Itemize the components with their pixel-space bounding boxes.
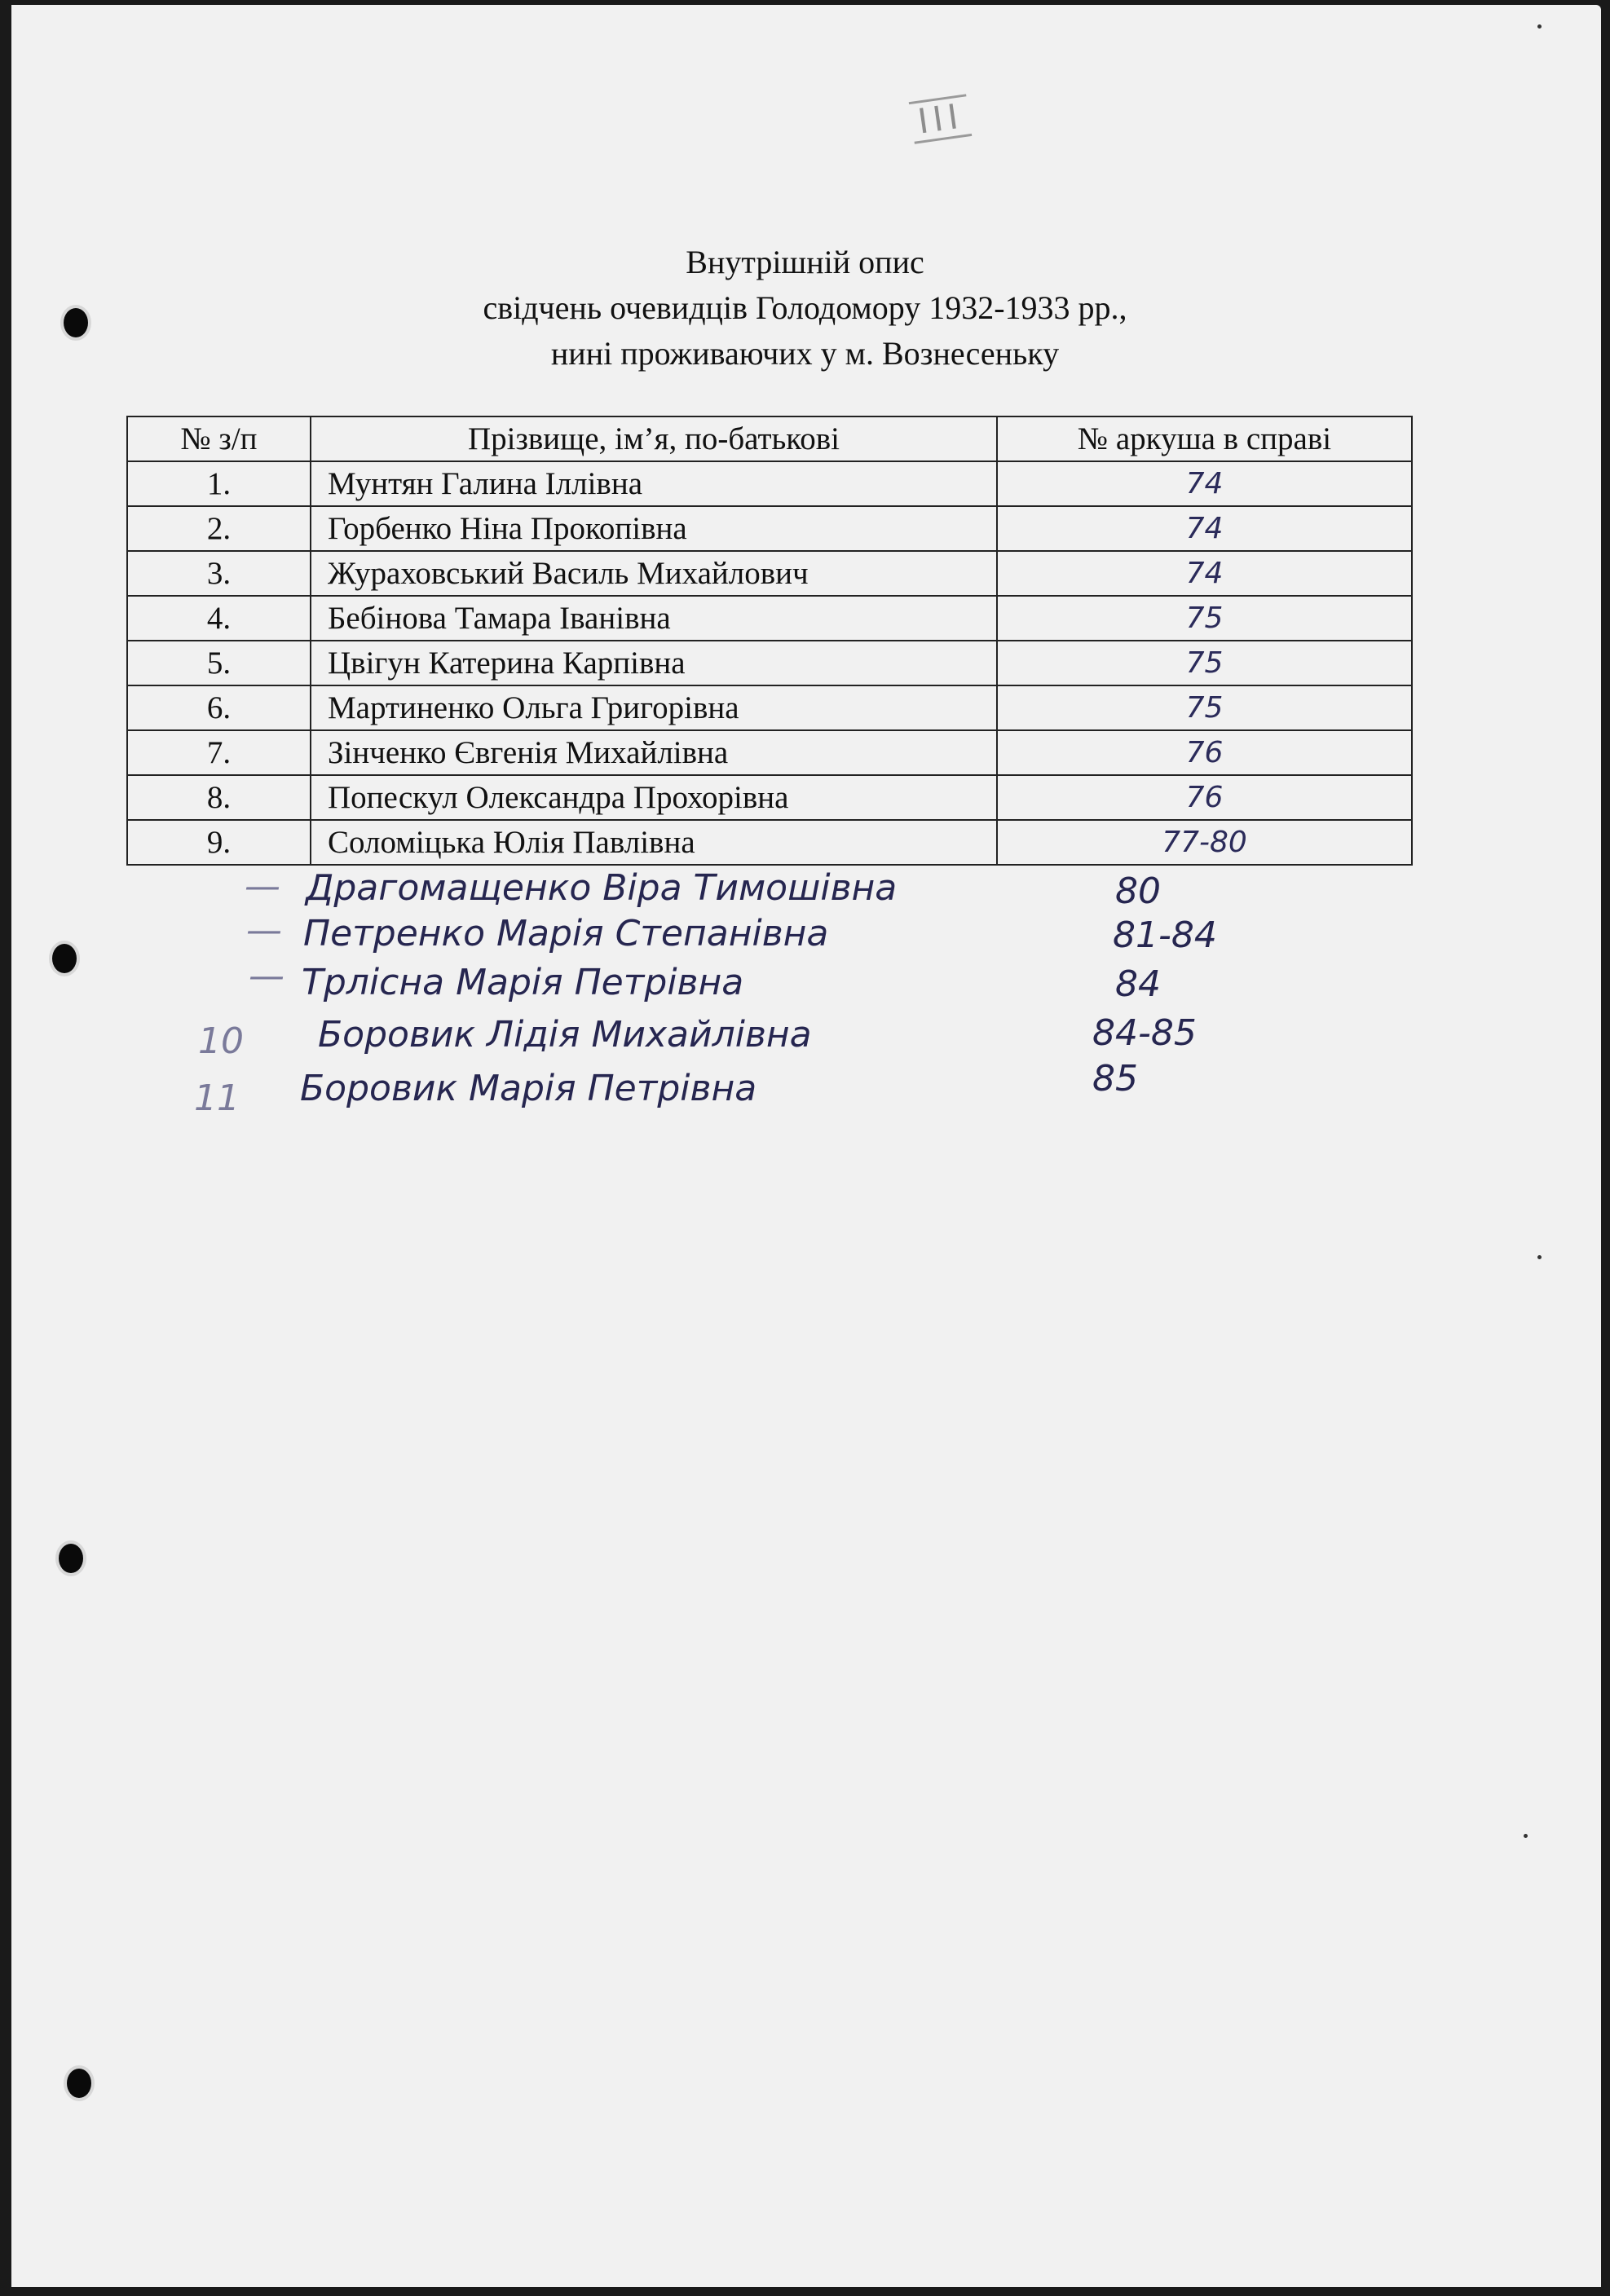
- punch-hole: [67, 2069, 91, 2098]
- table-row: [127, 461, 1412, 506]
- table-row: [127, 551, 1412, 596]
- document-title: [0, 240, 1610, 377]
- handwritten-sheet: 81-84: [1113, 914, 1217, 956]
- row-number: 8.: [127, 775, 311, 820]
- title-line-1: Внутрішній опис: [686, 244, 924, 280]
- table-row: [127, 820, 1412, 865]
- title-line-3: нині проживаючих у м. Вознесеньку: [550, 335, 1060, 372]
- handwritten-name: Боровик Марія Петрівна: [300, 1068, 757, 1109]
- paper-speck: [1537, 24, 1542, 29]
- handwritten-sheet: 80: [1115, 870, 1161, 912]
- paper-speck: [1524, 1834, 1528, 1838]
- handwritten-mark: —: [245, 866, 280, 907]
- row-sheet: 75: [997, 596, 1412, 641]
- handwritten-mark: 11: [194, 1077, 240, 1119]
- row-sheet: 74: [997, 551, 1412, 596]
- row-name: Жураховський Василь Михайлович: [311, 551, 997, 596]
- row-number: 4.: [127, 596, 311, 641]
- header-sheet: № аркуша в справі: [997, 416, 1412, 461]
- title-line-2: свідчень очевидців Голодомору 1932-1933 рр.,: [483, 289, 1127, 326]
- handwritten-sheet: 84-85: [1092, 1012, 1197, 1054]
- punch-hole: [59, 1544, 83, 1573]
- table-row: [127, 641, 1412, 685]
- row-name: Горбенко Ніна Прокопівна: [311, 506, 997, 551]
- handwritten-name: Драгомащенко Віра Тимошівна: [306, 867, 898, 909]
- table-row: [127, 685, 1412, 730]
- handwritten-mark: —: [246, 910, 282, 951]
- row-name: Цвігун Катерина Карпівна: [311, 641, 997, 685]
- row-name: Попескул Олександра Прохорівна: [311, 775, 997, 820]
- handwritten-name: Трлісна Марія Петрівна: [302, 962, 744, 1003]
- row-number: 1.: [127, 461, 311, 506]
- header-name: Прізвище, ім’я, по-батькові: [311, 416, 997, 461]
- handwritten-mark: —: [249, 955, 285, 997]
- table-header-row: [127, 416, 1412, 461]
- handwritten-sheet: 85: [1092, 1058, 1138, 1100]
- row-number: 3.: [127, 551, 311, 596]
- row-number: 5.: [127, 641, 311, 685]
- handwritten-name: Петренко Марія Степанівна: [303, 913, 829, 954]
- row-sheet: 74: [997, 506, 1412, 551]
- page-marker: III: [909, 94, 973, 143]
- table-row: [127, 506, 1412, 551]
- row-name: Мартиненко Ольга Григорівна: [311, 685, 997, 730]
- table-row: [127, 775, 1412, 820]
- row-sheet: 76: [997, 775, 1412, 820]
- table-row: [127, 596, 1412, 641]
- handwritten-mark: 10: [198, 1020, 244, 1062]
- handwritten-sheet: 84: [1115, 963, 1161, 1005]
- row-name: Зінченко Євгенія Михайлівна: [311, 730, 997, 775]
- row-number: 9.: [127, 820, 311, 865]
- header-number: № з/п: [127, 416, 311, 461]
- handwritten-name: Боровик Лідія Михайлівна: [318, 1014, 812, 1055]
- row-name: Бебінова Тамара Іванівна: [311, 596, 997, 641]
- row-number: 7.: [127, 730, 311, 775]
- table-row: [127, 730, 1412, 775]
- row-sheet: 76: [997, 730, 1412, 775]
- row-number: 2.: [127, 506, 311, 551]
- row-sheet: 77-80: [997, 820, 1412, 865]
- row-name: Соломіцька Юлія Павлівна: [311, 820, 997, 865]
- row-sheet: 75: [997, 641, 1412, 685]
- inventory-table: [126, 416, 1413, 866]
- row-sheet: 74: [997, 461, 1412, 506]
- row-sheet: 75: [997, 685, 1412, 730]
- row-number: 6.: [127, 685, 311, 730]
- row-name: Мунтян Галина Іллівна: [311, 461, 997, 506]
- punch-hole: [52, 944, 77, 973]
- paper-speck: [1537, 1255, 1542, 1259]
